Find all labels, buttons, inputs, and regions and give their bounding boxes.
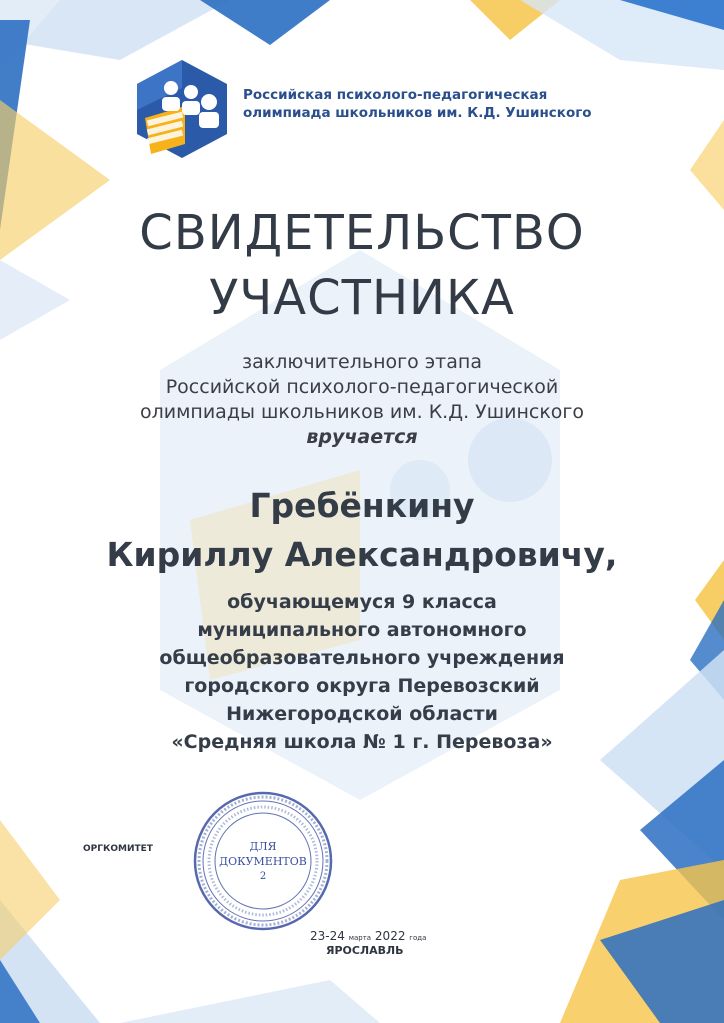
recipient-given-names: Кириллу Александровичу, bbox=[106, 535, 618, 574]
stamp-text-line-3: 2 bbox=[259, 871, 267, 882]
intro-line-3: олимпиады школьников им. К.Д. Ушинского bbox=[139, 401, 585, 423]
intro-line-2: Российской психолого-педагогической bbox=[165, 376, 559, 398]
event-date bbox=[310, 929, 426, 943]
official-seal-stamp bbox=[190, 788, 336, 934]
event-city: ЯРОСЛАВЛЬ bbox=[326, 944, 404, 957]
description-line-2: муниципального автономного bbox=[197, 619, 527, 641]
awarded-label: вручается bbox=[306, 426, 418, 448]
intro-text bbox=[0, 350, 724, 450]
stamp-text-line-2: ДОКУМЕНТОВ bbox=[219, 855, 307, 868]
description-line-1: обучающемуся 9 класса bbox=[227, 591, 497, 613]
certificate-title-line-2: УЧАСТНИКА bbox=[209, 270, 515, 326]
olympiad-logo bbox=[133, 58, 231, 160]
certificate-title-line-1: СВИДЕТЕЛЬСТВО bbox=[139, 205, 585, 261]
description-line-6: «Средняя школа № 1 г. Перевоза» bbox=[171, 731, 553, 753]
description-line-5: Нижегородской области bbox=[226, 703, 498, 725]
organization-name-line-1: Российская психолого-педагогическая bbox=[243, 87, 548, 103]
event-date-suffix: года bbox=[409, 934, 427, 942]
intro-line-1: заключительного этапа bbox=[242, 351, 482, 373]
event-date-month: марта bbox=[348, 934, 372, 942]
stamp-text-line-1: ДЛЯ bbox=[249, 840, 277, 853]
organization-name bbox=[243, 86, 623, 122]
organization-name-line-2: олимпиада школьников им. К.Д. Ушинского bbox=[243, 105, 592, 121]
recipient-description bbox=[0, 588, 724, 756]
recipient-surname: Гребёнкину bbox=[249, 486, 475, 525]
description-line-4: городского округа Перевозский bbox=[184, 675, 540, 697]
organizing-committee-label: ОРГКОМИТЕТ bbox=[83, 844, 153, 854]
event-date-year: 2022 bbox=[374, 929, 406, 943]
description-line-3: общеобразовательного учреждения bbox=[159, 647, 565, 669]
event-date-days: 23-24 bbox=[310, 929, 345, 943]
